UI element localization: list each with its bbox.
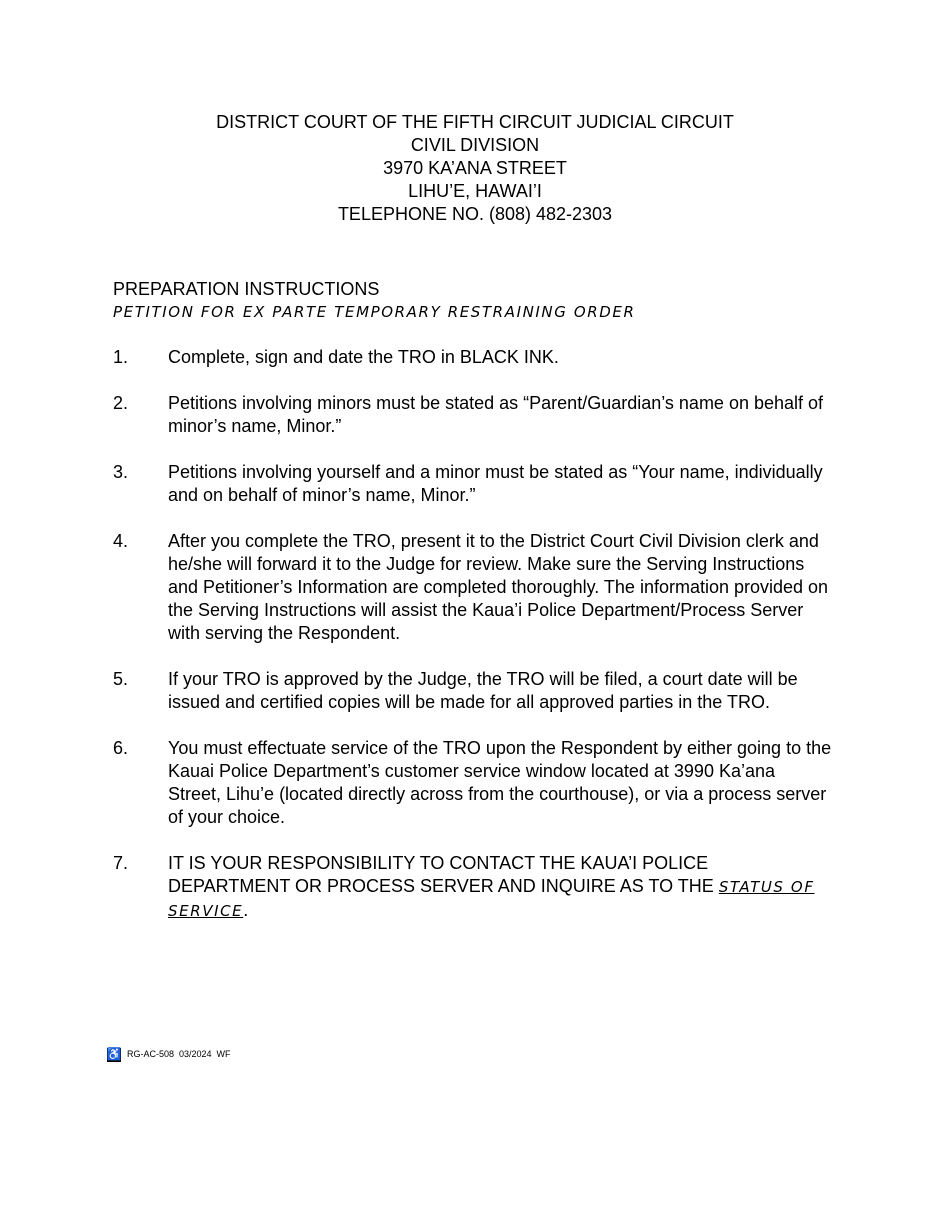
item-number: 5. [113, 669, 129, 689]
item-text-end: . [243, 900, 249, 920]
list-item [113, 852, 833, 923]
item-number: 1. [113, 347, 129, 367]
item-number: 4. [113, 531, 129, 551]
form-footer [107, 1043, 231, 1066]
item-number: 7. [113, 853, 129, 873]
division: CIVIL DIVISION [410, 135, 540, 155]
accessibility-icon: ♿ [106, 1047, 122, 1061]
instructions-subtitle: PETITION FOR EX PARTE TEMPORARY RESTRAINING ORDER [113, 303, 636, 321]
instructions-title: PREPARATION INSTRUCTIONS [113, 279, 380, 299]
instructions-list [113, 346, 833, 946]
list-item [113, 668, 833, 714]
item-text: After you complete the TRO, present it to the District Court Civil Division clerk and he/she will forward it to the Judge for review. Make sure the Serving Instructions and Petitioner’s Information are completed thoroughly. The information provided on the Serving Instructions will assist the Kaua’i Police Department/Process Server with serving the Respondent. [168, 531, 829, 643]
item-text: You must effectuate service of the TRO upon the Respondent by either going to the Kauai Police Department’s customer service window located at 3990 Ka’ana Street, Lihu’e (located directly across from the courthouse), or via a process server of your choice. [168, 738, 832, 827]
item-text [168, 852, 833, 923]
list-item [113, 530, 833, 645]
instructions-heading [113, 278, 636, 324]
city-state: LIHU’E, HAWAI’I [408, 181, 542, 201]
list-item [113, 346, 833, 369]
status-of-service-emphasis: STATUS OF SERVICE [168, 878, 815, 920]
list-item [113, 461, 833, 507]
item-text: Complete, sign and date the TRO in BLACK INK. [168, 347, 559, 367]
item-number: 2. [113, 393, 129, 413]
list-item [113, 737, 833, 829]
item-text-main: IT IS YOUR RESPONSIBILITY TO CONTACT THE KAUA’I POLICE DEPARTMENT OR PROCESS SERVER AND INQUIRE AS TO THE [168, 853, 719, 896]
item-text: If your TRO is approved by the Judge, the TRO will be filed, a court date will be issued and certified copies will be made for all approved parties in the TRO. [168, 669, 798, 712]
item-number: 3. [113, 462, 129, 482]
telephone: TELEPHONE NO. (808) 482-2303 [337, 204, 613, 224]
court-header [0, 111, 950, 226]
street-address: 3970 KA’ANA STREET [383, 158, 567, 178]
item-number: 6. [113, 738, 129, 758]
list-item [113, 392, 833, 438]
court-name: DISTRICT COURT OF THE FIFTH CIRCUIT JUDICIAL CIRCUIT [216, 112, 734, 132]
item-text: Petitions involving yourself and a minor must be stated as “Your name, individually and on behalf of minor’s name, Minor.” [168, 462, 823, 505]
item-text: Petitions involving minors must be stated as “Parent/Guardian’s name on behalf of minor’s name, Minor.” [168, 393, 824, 436]
form-code: RG-AC-508 03/2024 WF [127, 1049, 231, 1059]
